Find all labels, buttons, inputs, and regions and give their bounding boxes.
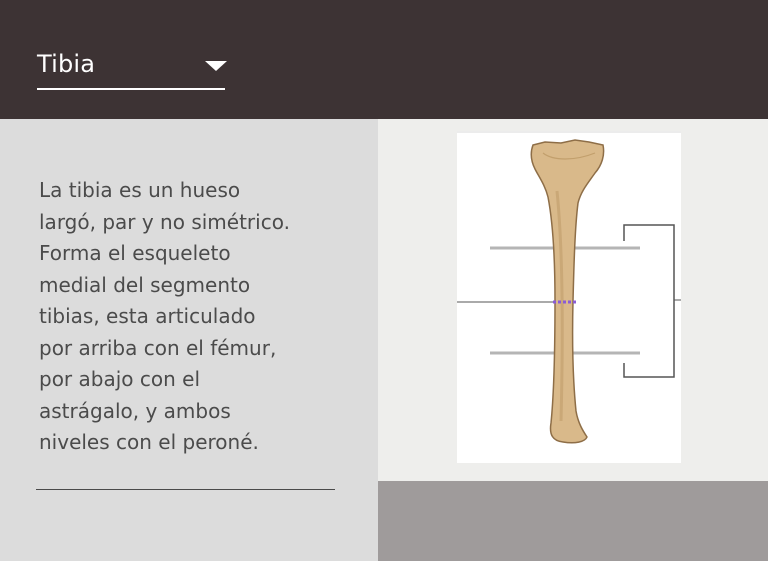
selector-label: Tibia [37,50,96,78]
bottom-bar [378,481,768,561]
description-panel [0,119,378,561]
header-bar [0,0,768,119]
bone-description: La tibia es un hueso largó, par y no simétrico. Forma el esqueleto medial del segmento tibias, esta articulado por arriba con el fémur, por abajo con el astrágalo, y ambos niveles con el peroné. [39,178,290,454]
tibia-figure [457,131,681,463]
tibia-bone [531,140,603,443]
bone-selector-dropdown[interactable] [37,40,225,90]
divider-line [36,489,335,490]
caret-down-icon[interactable] [205,61,227,71]
tibia-illustration [457,131,681,463]
